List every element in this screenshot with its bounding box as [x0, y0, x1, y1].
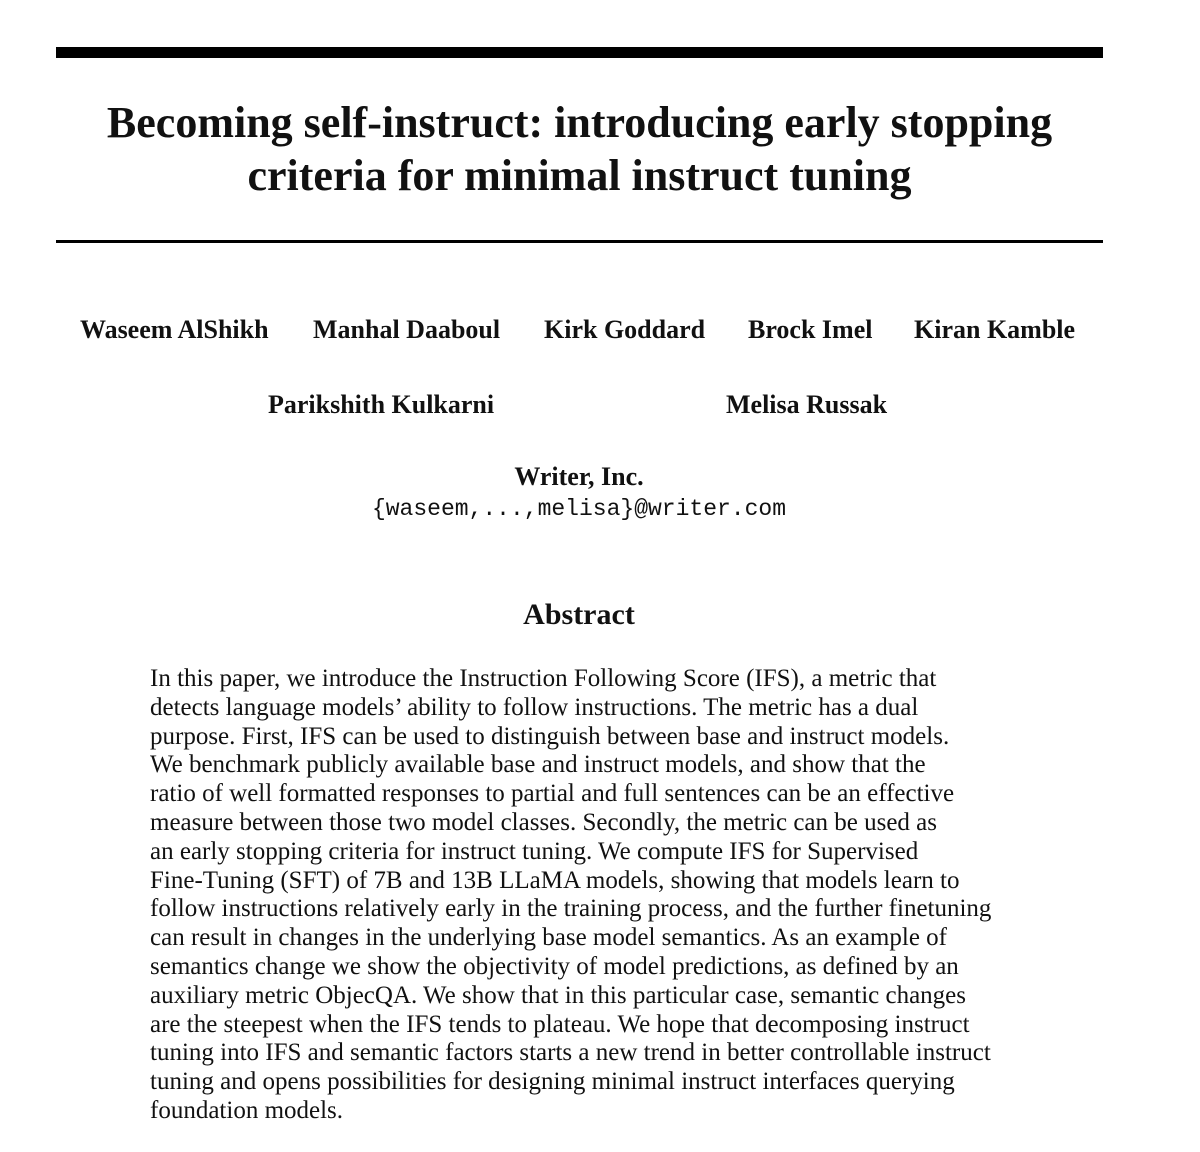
abstract-heading: Abstract — [523, 598, 635, 631]
abstract-line: foundation models. — [150, 1096, 344, 1124]
affiliation: Writer, Inc. — [514, 462, 644, 491]
abstract-line: ratio of well formatted responses to partial and full sentences can be an effective — [150, 780, 955, 808]
abstract-line: We benchmark publicly available base and instruct models, and show that the — [150, 751, 926, 779]
abstract-line: auxiliary metric ObjecQA. We show that in this particular case, semantic changes — [150, 981, 967, 1009]
title-line-1: Becoming self-instruct: introducing early stopping — [106, 98, 1053, 147]
author-name: Brock Imel — [748, 315, 873, 344]
author-name: Waseem AlShikh — [80, 315, 269, 344]
author-name: Kiran Kamble — [914, 315, 1076, 344]
title-line-2: criteria for minimal instruct tuning — [247, 151, 912, 200]
author-name: Manhal Daaboul — [313, 315, 501, 344]
abstract-line: detects language models’ ability to follow instructions. The metric has a dual — [150, 693, 919, 721]
paper-title — [56, 96, 1103, 202]
title-top-rule — [56, 47, 1103, 58]
abstract-line: follow instructions relatively early in the training process, and the further finetuning — [150, 895, 992, 923]
abstract-line: tuning into IFS and semantic factors starts a new trend in better controllable instruct — [150, 1039, 991, 1067]
author-name: Melisa Russak — [726, 390, 888, 419]
abstract-line: are the steepest when the IFS tends to plateau. We hope that decomposing instruct — [150, 1010, 970, 1038]
abstract-body — [150, 665, 1010, 1126]
author-name: Parikshith Kulkarni — [268, 390, 495, 419]
abstract-line: In this paper, we introduce the Instruction Following Score (IFS), a metric that — [150, 665, 937, 692]
author-name: Kirk Goddard — [544, 315, 706, 344]
abstract-line: purpose. First, IFS can be used to distinguish between base and instruct models. — [150, 722, 950, 750]
title-bottom-rule — [56, 240, 1103, 243]
abstract-line: tuning and opens possibilities for designing minimal instruct interfaces querying — [150, 1068, 955, 1096]
abstract-line: an early stopping criteria for instruct tuning. We compute IFS for Supervised — [150, 837, 919, 865]
abstract-line: measure between those two model classes. Secondly, the metric can be used as — [150, 808, 938, 836]
abstract-line: Fine-Tuning (SFT) of 7B and 13B LLaMA models, showing that models learn to — [150, 866, 960, 894]
author-email: {waseem,...,melisa}@writer.com — [371, 496, 787, 522]
abstract-line: can result in changes in the underlying base model semantics. As an example of — [150, 924, 947, 952]
abstract-line: semantics change we show the objectivity of model predictions, as defined by an — [150, 952, 959, 980]
